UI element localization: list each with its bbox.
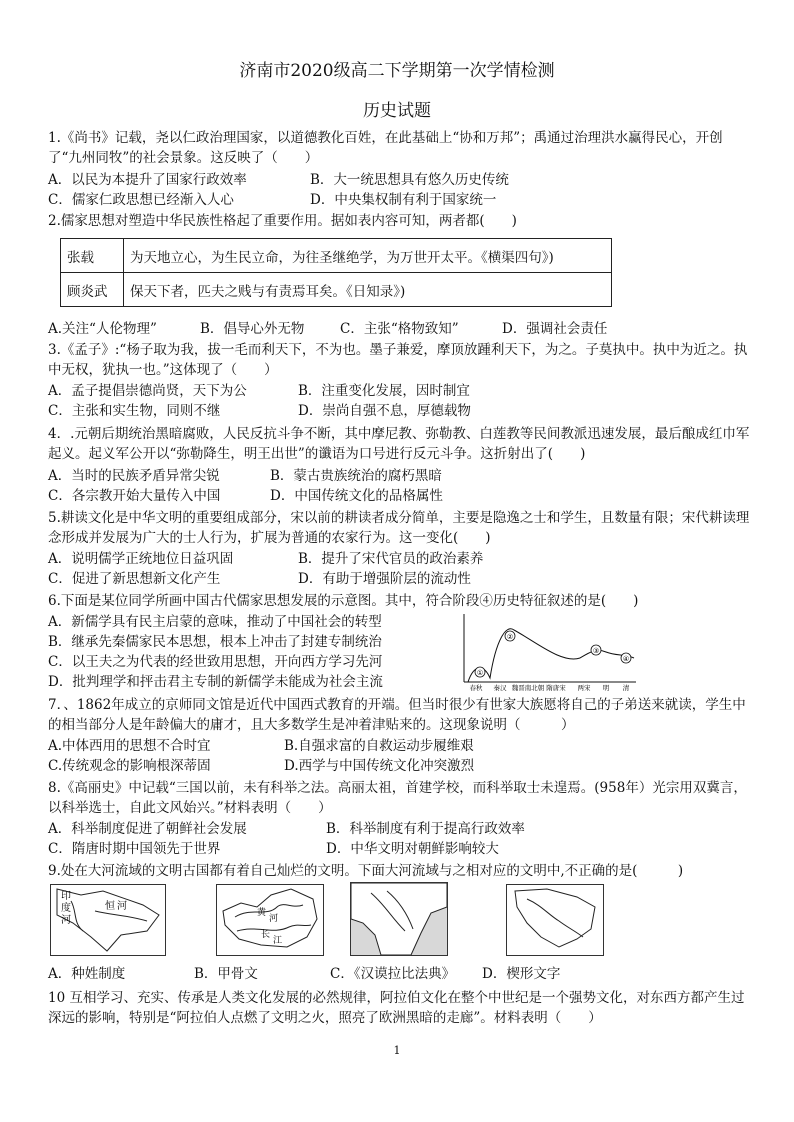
option-d: D．崇尚自强不息，厚德载物 — [298, 403, 471, 419]
option-b: B．注重变化发展，因时制宜 — [298, 383, 470, 399]
map-nile — [506, 884, 604, 956]
page-number: 1 — [393, 1044, 401, 1057]
option-d: D．中华文明对朝鲜影响较大 — [326, 841, 499, 857]
map-label: 度 — [61, 903, 71, 914]
option-c: C．儒家仁政思想已经渐入人心 — [48, 192, 234, 208]
option-d: D．中国传统文化的品格属性 — [270, 488, 443, 504]
map-drawing — [51, 885, 165, 955]
development-curve — [468, 629, 634, 682]
option-a: A.中体西用的思想不合时宜 — [48, 738, 211, 754]
option-c: C.传统观念的影响根深蒂固 — [48, 758, 211, 774]
map-label: 恒 — [105, 901, 115, 912]
question-3-stem: 3.《孟子》:“杨子取为我，拔一毛而利天下，不为也。墨子兼爱，摩顶放踵利天下，为之。子莫执中。执中为近之。执中无权，犹执一也。”这体现了（ ） — [48, 342, 748, 378]
option-d: D．强调社会责任 — [502, 321, 608, 337]
option-d: D．中央集权制有利于国家统一 — [310, 192, 497, 208]
quote-table — [60, 238, 612, 307]
option-b: B.自强求富的自救运动步履维艰 — [284, 738, 474, 754]
option-a: A．孟子提倡崇德尚贤，天下为公 — [48, 383, 247, 399]
confucianism-development-diagram — [456, 612, 646, 692]
option-b: B．蒙古贵族统治的腐朽黑暗 — [270, 468, 442, 484]
stage-markers — [475, 631, 631, 677]
option-c: C．以王夫之为代表的经世致用思想，开向西方学习先河 — [48, 654, 383, 670]
table-row — [61, 239, 612, 273]
map-label: 江 — [273, 936, 283, 946]
map-drawing — [351, 883, 447, 955]
exam-subtitle: 历史试题 — [363, 101, 431, 121]
option-a: A．种姓制度 — [48, 966, 126, 982]
question-4-stem: 4．.元朝后期统治黑暗腐败，人民反抗斗争不断，其中摩尼教、弥勒教、白莲教等民间教派迅速发展，最后酿成红巾军起义。起义军公开以“弥勒降生，明王出世”的谶语为口号进行反元斗争。这折射出了( ) — [48, 426, 750, 462]
question-1-stem: 1.《尚书》记载，尧以仁政治理国家，以道德教化百姓，在此基础上“协和万邦”；禹通过治理洪水赢得民心，开创了“九州同牧”的社会景象。这反映了（ ） — [48, 130, 723, 166]
option-b: B．甲骨文 — [194, 966, 258, 982]
map-drawing — [217, 885, 323, 955]
question-5-stem: 5.耕读文化是中华文明的重要组成部分，宋以前的耕读者成分简单，主要是隐逸之士和学生，且数量有限；宋代耕读理念形成并发展为广大的士人行为，扩展为普通的农家行为。这一变化( ) — [48, 510, 750, 546]
x-tick-label: 魏晋南北朝 — [511, 684, 545, 692]
map-label: 河 — [269, 914, 279, 924]
option-c: C．《汉谟拉比法典》 — [330, 966, 456, 982]
option-c: C．隋唐时期中国领先于世界 — [48, 841, 221, 857]
option-d: D．批判理学和抨击君主专制的新儒学未能成为社会主流 — [48, 674, 383, 690]
option-b: B．科举制度有利于提高行政效率 — [326, 821, 525, 837]
option-b: B．倡导心外无物 — [200, 321, 305, 337]
x-tick-label: 春秋 — [469, 684, 483, 692]
stage-label: ③ — [592, 647, 600, 655]
table-cell-quote: 为天地立心，为生民立命，为往圣继绝学，为万世开太平。《横渠四句》) — [124, 239, 612, 273]
option-b: B．大一统思想具有悠久历史传统 — [310, 172, 509, 188]
x-axis-labels — [470, 683, 630, 692]
option-d: D．楔形文字 — [482, 966, 561, 982]
table-row — [61, 273, 612, 307]
option-a: A．说明儒学正统地位日益巩固 — [48, 551, 234, 567]
question-9-stem: 9.处在大河流域的文明古国都有着自己灿烂的文明。下面大河流域与之相对应的文明中,不正确的是( ) — [48, 863, 684, 879]
option-d: D．有助于增强阶层的流动性 — [298, 571, 471, 587]
map-drawing — [507, 885, 603, 955]
option-d: D.西学与中国传统文化冲突激烈 — [284, 758, 475, 774]
x-tick-label: 秦汉 — [493, 684, 507, 692]
map-yellow-yangtze — [216, 884, 324, 956]
option-b: B．提升了宋代官员的政治素养 — [298, 551, 484, 567]
stage-label: ② — [506, 633, 514, 641]
option-c: C．主张“格物致知” — [340, 321, 459, 337]
stage-label: ① — [476, 669, 484, 677]
question-10-stem: 10 互相学习、充实、传承是人类文化发展的必然规律，阿拉伯文化在整个中世纪是一个强势文化，对东西方都产生过深远的影响，特别是“阿拉伯人点燃了文明之火，照亮了欧洲黑暗的走廊”。材料表明（ ） — [48, 990, 745, 1026]
question-6-stem: 6.下面是某位同学所画中国古代儒家思想发展的示意图。其中，符合阶段④历史特征叙述的是( ) — [48, 593, 639, 609]
option-b: B．继承先秦儒家民本思想，根本上冲击了封建专制统治 — [48, 634, 382, 650]
option-c: C．各宗教开始大量传入中国 — [48, 488, 221, 504]
x-tick-label: 明 — [602, 684, 610, 692]
question-8-stem: 8.《高丽史》中记载“三国以前，未有科举之法。高丽太祖，首建学校，而科举取士未遑焉。(958年）光宗用双冀言，以科举选士，自此文风始兴。”材料表明（ ） — [48, 780, 747, 816]
option-a: A．新儒学具有民主启蒙的意味，推动了中国社会的转型 — [48, 614, 382, 630]
option-a: A．当时的民族矛盾异常尖锐 — [48, 468, 220, 484]
map-mesopotamia — [350, 882, 448, 956]
x-tick-label: 隋唐宋 — [546, 684, 566, 692]
question-2-stem: 2.儒家思想对塑造中华民族性格起了重要作用。据如表内容可知，两者都( ) — [48, 213, 517, 229]
table-cell-name: 顾炎武 — [61, 273, 124, 307]
option-c: C．主张和实生物，同则不继 — [48, 403, 221, 419]
x-tick-label: 清 — [622, 684, 630, 692]
map-indus-ganges — [50, 884, 166, 956]
option-a: A.关注“人伦物理” — [48, 321, 157, 337]
stage-label: ④ — [622, 655, 630, 663]
option-c: C．促进了新思想新文化产生 — [48, 571, 221, 587]
question-7-stem: 7．、1862年成立的京师同文馆是近代中国西式教育的开端。但当时很少有世家大族愿将自己的子弟送来就读，学生中的相当部分人是年龄偏大的庸才，且大多数学生是冲着津贴来的。这现象说明（ ） — [48, 697, 746, 733]
table-cell-name: 张载 — [61, 239, 124, 273]
map-label: 河 — [117, 901, 127, 912]
option-a: A．以民为本提升了国家行政效率 — [48, 172, 247, 188]
table-cell-quote: 保天下者，匹夫之贱与有责焉耳矣。《日知录》) — [124, 273, 612, 307]
map-label: 长 — [261, 930, 271, 940]
x-tick-label: 两宋 — [577, 684, 591, 692]
map-label: 黄 — [257, 908, 267, 918]
exam-title: 济南市2020级高二下学期第一次学情检测 — [239, 61, 555, 81]
map-label: 印 — [61, 891, 71, 902]
option-a: A．科举制度促进了朝鲜社会发展 — [48, 821, 247, 837]
map-label: 河 — [61, 915, 71, 926]
